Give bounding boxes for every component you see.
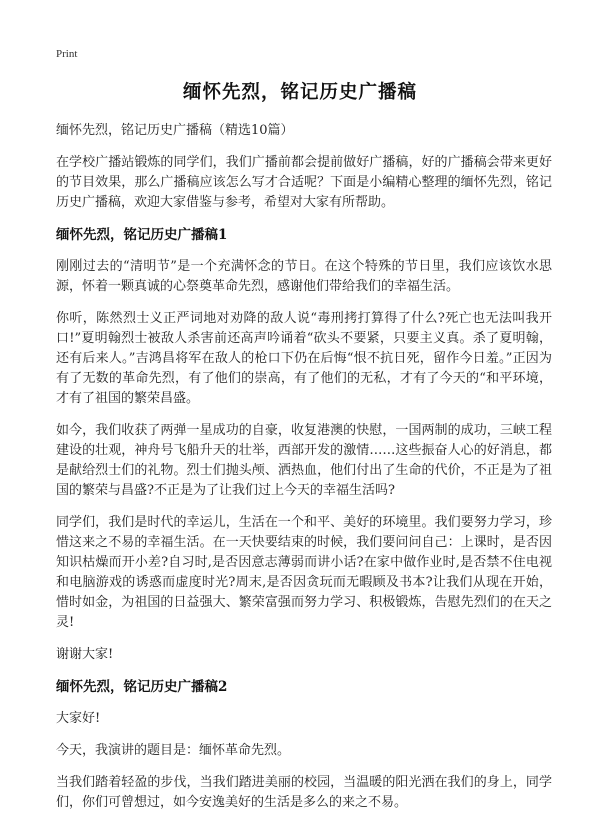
section-2-heading: 缅怀先烈，铭记历史广播稿2 — [56, 679, 228, 695]
section-1-paragraph-3: 如今，我们收获了两弹一星成功的自豪，收复港澳的快慰，一国两制的成功，三峡工程建设的壮观，神舟号飞船升天的壮举，西部开发的激情……这些振奋人心的好消息，都是献给烈士们的礼物。烈士们抛头颅、洒热血，他们付出了生命的代价，不正是为了祖国的繁荣与昌盛?不正是为了让我们过上今天的幸福生活吗? — [56, 423, 552, 498]
article-subtitle: 缅怀先烈，铭记历史广播稿（精选10篇） — [56, 123, 294, 138]
section-1-heading: 缅怀先烈，铭记历史广播稿1 — [56, 227, 228, 243]
section-1-paragraph-4: 同学们，我们是时代的幸运儿，生活在一个和平、美好的环境里。我们要努力学习，珍惜这来之不易的幸福生活。在一天快要结束的时候，我们要问问自己：上课时，是否因知识枯燥而开小差?自习时,是否因意志薄弱而讲小话?在家中做作业时,是否禁不住电视和电脑游戏的诱惑而虚度时光?周末,是否因贪玩而无暇顾及书本?让我们从现在开始，惜时如金，为祖国的日益强大、繁荣富强而努力学习、积极锻炼，告慰先烈们的在天之灵! — [56, 515, 552, 630]
section-2-paragraph-1: 大家好! — [56, 711, 101, 726]
section-1-paragraph-1: 刚刚过去的“清明节”是一个充满怀念的节日。在这个特殊的节日里，我们应该饮水思源，怀着一颗真诚的心祭奠革命先烈，感谢他们带给我们的幸福生活。 — [56, 259, 552, 294]
article-body — [56, 121, 552, 825]
section-1-paragraph-5: 谢谢大家! — [56, 647, 114, 662]
print-link[interactable]: Print — [56, 48, 78, 60]
intro-paragraph: 在学校广播站锻炼的同学们，我们广播前都会提前做好广播稿，好的广播稿会带来更好的节目效果，那么广播稿应该怎么写才合适呢？下面是小编精心整理的缅怀先烈，铭记历史广播稿，欢迎大家借鉴与参考，希望对大家有所帮助。 — [56, 155, 552, 210]
section-1-paragraph-2: 你听，陈然烈士义正严词地对劝降的敌人说“毒刑拷打算得了什么?死亡也无法叫我开口!”夏明翰烈士被敌人杀害前还高声吟诵着“砍头不要紧，只要主义真。杀了夏明翰，还有后来人。”吉鸿昌将军在敌人的枪口下仍在后悔“恨不抗日死，留作今日羞。”正因为有了无数的革命先烈，有了他们的崇高，有了他们的无私，才有了今天的“和平环境，才有了祖国的繁荣昌盛。 — [56, 311, 552, 406]
section-2-paragraph-2: 今天，我演讲的题目是：缅怀革命先烈。 — [56, 743, 291, 758]
page-title: 缅怀先烈，铭记历史广播稿 — [182, 82, 417, 103]
section-2-paragraph-3: 当我们踏着轻盈的步伐，当我们踏进美丽的校园，当温暖的阳光洒在我们的身上，同学们，你们可曾想过，如今安逸美好的生活是多么的来之不易。 — [56, 775, 552, 810]
